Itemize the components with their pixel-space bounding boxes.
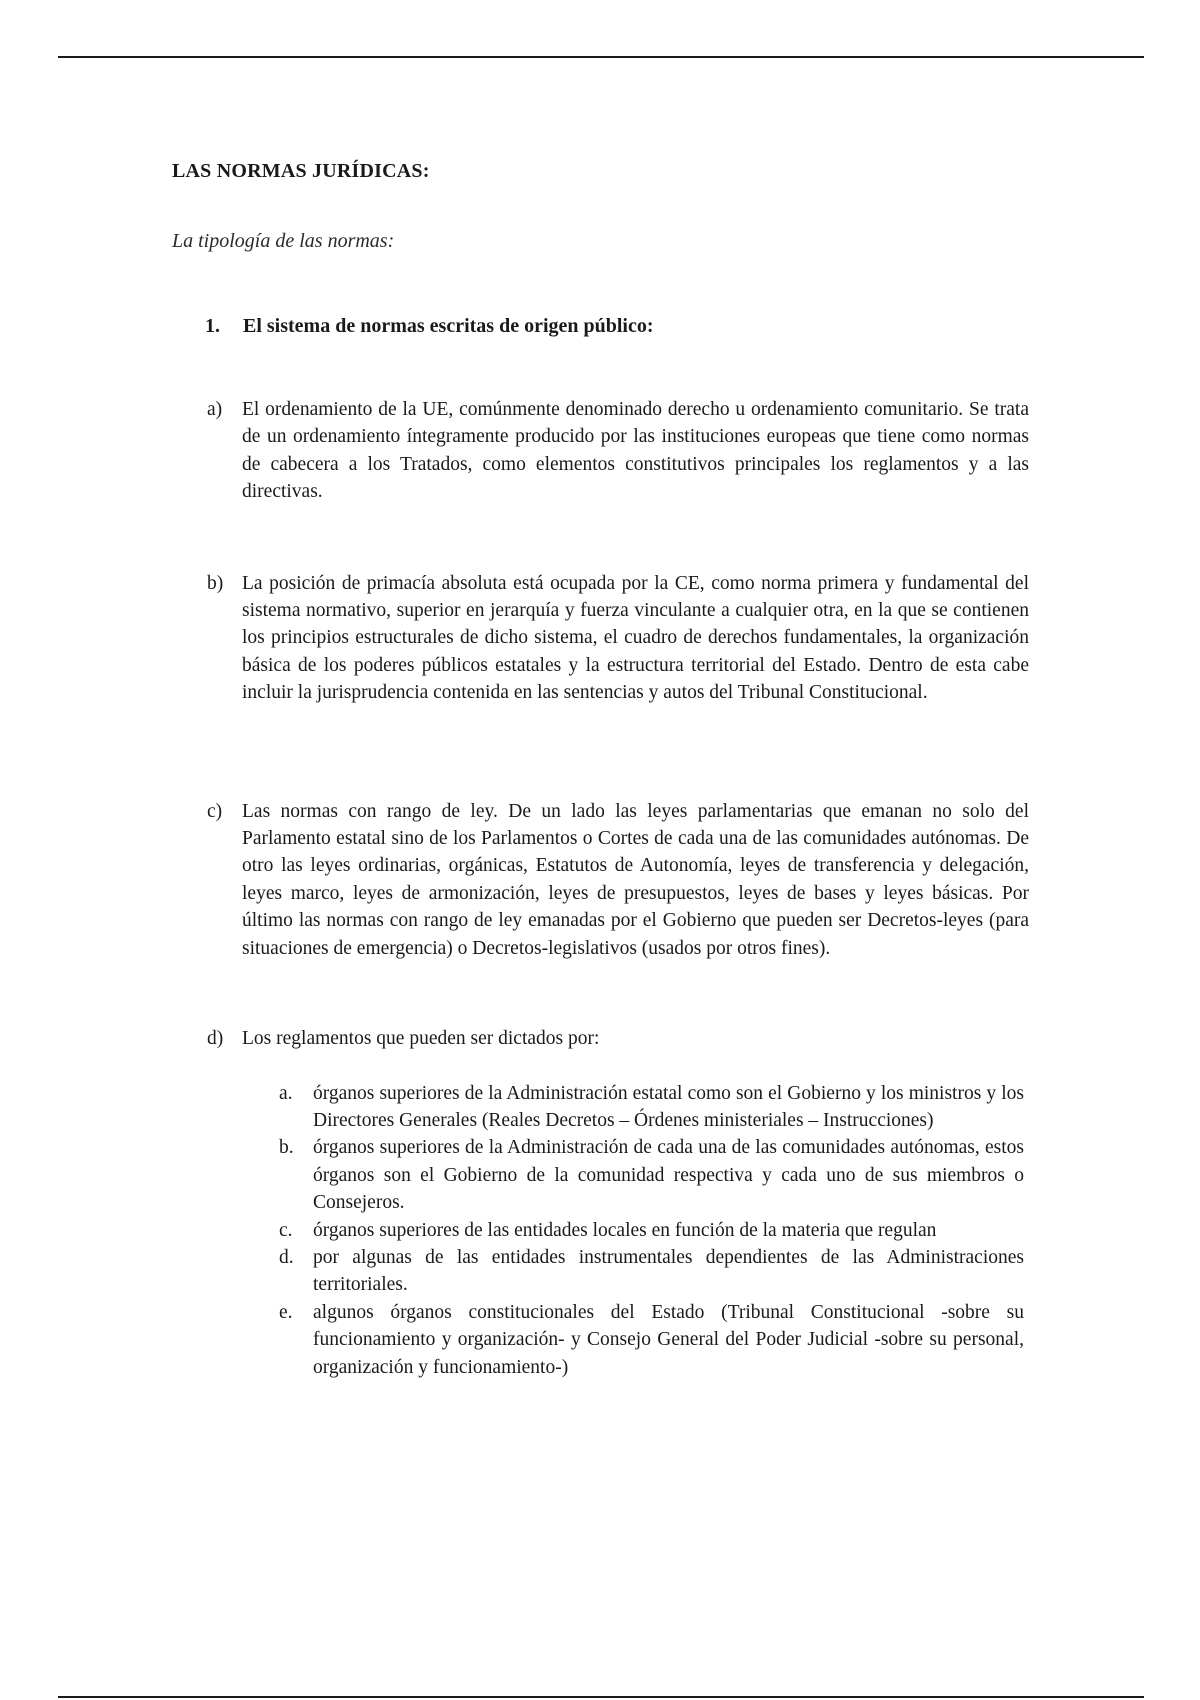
section-number: 1.: [205, 315, 220, 337]
sublist-marker: b.: [279, 1137, 294, 1159]
sublist-marker: c.: [279, 1219, 293, 1241]
list-item-b: [172, 570, 1032, 707]
list-item-text: El ordenamiento de la UE, comúnmente denominado derecho u ordenamiento comunitario. Se trata de un ordenamiento íntegramente producido por las instituciones europeas que tiene como normas de cabecera a los Tratados, como elementos constitutivos principales los reglamentos y a las directivas.: [242, 399, 1029, 503]
sublist-item-text: órganos superiores de la Administración estatal como son el Gobierno y los ministros y los Directores Generales (Reales Decretos – Órdenes ministeriales – Instrucciones): [313, 1082, 1024, 1131]
list-item-a: [172, 396, 1032, 506]
sublist-item-text: órganos superiores de las entidades locales en función de la materia que regulan: [313, 1219, 937, 1241]
list-marker: b): [207, 572, 224, 594]
document-subtitle: La tipología de las normas:: [172, 230, 395, 252]
sublist-item-e: [172, 1299, 1032, 1381]
sublist-item-a: [172, 1080, 1032, 1135]
list-marker: c): [207, 800, 223, 822]
document-title: LAS NORMAS JURÍDICAS:: [172, 160, 430, 182]
list-item-c: [172, 798, 1032, 962]
section-title: El sistema de normas escritas de origen público:: [243, 315, 654, 337]
list-marker: d): [207, 1028, 224, 1050]
document-body: [172, 160, 1032, 1381]
header-rule: [58, 56, 1144, 58]
sublist-item-text: órganos superiores de la Administración de cada una de las comunidades autónomas, estos órganos son el Gobierno de la comunidad respectiva y cada uno de sus miembros o Consejeros.: [313, 1137, 1024, 1214]
list-item-text: Los reglamentos que pueden ser dictados por:: [242, 1028, 600, 1050]
sublist-item-b: [172, 1134, 1032, 1216]
list-marker: a): [207, 399, 223, 420]
section-heading: [205, 315, 1032, 338]
sublist-marker: a.: [279, 1082, 293, 1104]
sublist-marker: e.: [279, 1301, 293, 1323]
sublist-item-c: [172, 1217, 1032, 1244]
sublist-marker: d.: [279, 1246, 294, 1268]
list-item-text: La posición de primacía absoluta está ocupada por la CE, como norma primera y fundamental del sistema normativo, superior en jerarquía y fuerza vinculante a cualquier otra, en la que se contienen los principios estructurales de dicho sistema, el cuadro de derechos fundamentales, la organización básica de los poderes públicos estatales y la estructura territorial del Estado. Dentro de esta cabe incluir la jurisprudencia contenida en las sentencias y autos del Tribunal Constitucional.: [242, 572, 1029, 704]
reglamentos-sublist: [172, 1080, 1032, 1381]
list-item-text: Las normas con rango de ley. De un lado las leyes parlamentarias que emanan no solo del Parlamento estatal sino de los Parlamentos o Cortes de cada una de las comunidades autónomas. De otro las leyes ordinarias, orgánicas, Estatutos de Autonomía, leyes de transferencia y delegación, leyes marco, leyes de armonización, leyes de presupuestos, leyes de bases y leyes básicas. Por último las normas con rango de ley emanadas por el Gobierno que pueden ser Decretos-leyes (para situaciones de emergencia) o Decretos-legislativos (usados por otros fines).: [242, 800, 1029, 959]
sublist-item-text: por algunas de las entidades instrumentales dependientes de las Administraciones territoriales.: [313, 1246, 1024, 1296]
sublist-item-d: [172, 1244, 1032, 1299]
footer-rule: [58, 1696, 1144, 1698]
list-item-d: [172, 1025, 1032, 1052]
sublist-item-text: algunos órganos constitucionales del Estado (Tribunal Constitucional -sobre su funcionamiento y organización- y Consejo General del Poder Judicial -sobre su personal, organización y funcionamiento-): [313, 1301, 1024, 1378]
